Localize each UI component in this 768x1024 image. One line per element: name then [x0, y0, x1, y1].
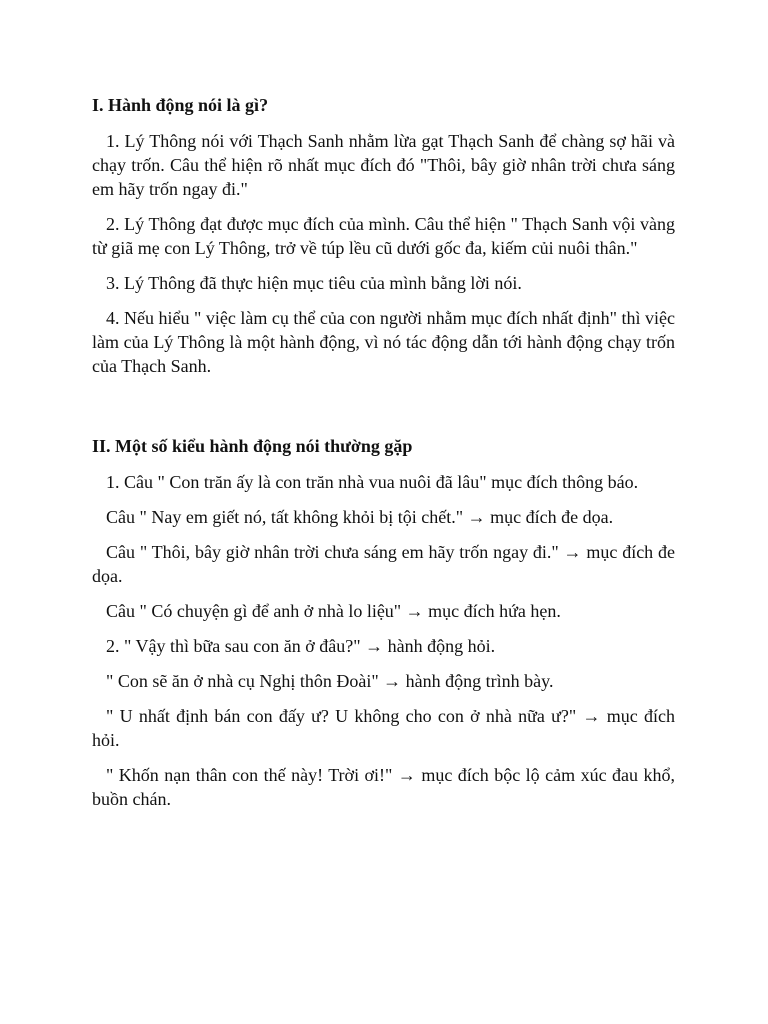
section-1-heading: I. Hành động nói là gì?: [92, 95, 269, 115]
document-page: [92, 93, 675, 822]
section-2-paragraph-1: 1. Câu " Con trăn ấy là con trăn nhà vua nuôi đã lâu" mục đích thông báo.: [106, 472, 639, 492]
section-2-paragraph-7: " U nhất định bán con đấy ư? U không cho con ở nhà nữa ư?" → mục đích hỏi.: [92, 706, 675, 750]
section-2-heading: II. Một số kiểu hành động nói thường gặp: [92, 436, 413, 456]
section-2-paragraph-2: Câu " Nay em giết nó, tất không khỏi bị tội chết." → mục đích đe dọa.: [106, 507, 614, 527]
section-1-paragraph-3: 3. Lý Thông đã thực hiện mục tiêu của mình bằng lời nói.: [106, 273, 522, 293]
section-1-paragraph-1: 1. Lý Thông nói với Thạch Sanh nhằm lừa gạt Thạch Sanh để chàng sợ hãi và chạy trốn. Câu thể hiện rõ nhất mục đích đó "Thôi, bây giờ nhân trời chưa sáng em hãy trốn ngay đi.": [92, 131, 675, 199]
section-2-paragraph-6: " Con sẽ ăn ở nhà cụ Nghị thôn Đoài" → hành động trình bày.: [106, 671, 554, 691]
section-2-paragraph-5: 2. " Vậy thì bữa sau con ăn ở đâu?" → hành động hỏi.: [106, 636, 496, 656]
section-2-paragraph-8: " Khốn nạn thân con thế này! Trời ơi!" → mục đích bộc lộ cảm xúc đau khổ, buồn chán.: [92, 765, 675, 809]
section-2-paragraph-3: Câu " Thôi, bây giờ nhân trời chưa sáng em hãy trốn ngay đi." → mục đích đe dọa.: [92, 542, 675, 586]
section-1-paragraph-2: 2. Lý Thông đạt được mục đích của mình. Câu thể hiện " Thạch Sanh vội vàng từ giã mẹ con Lý Thông, trở về túp lều cũ dưới gốc đa, kiếm củi nuôi thân.": [92, 214, 675, 258]
section-2-paragraph-4: Câu " Có chuyện gì để anh ở nhà lo liệu" → mục đích hứa hẹn.: [106, 601, 561, 621]
section-1-paragraph-4: 4. Nếu hiểu " việc làm cụ thể của con người nhằm mục đích nhất định" thì việc làm của Lý Thông là một hành động, vì nó tác động dẫn tới hành động chạy trốn của Thạch Sanh.: [92, 308, 675, 376]
